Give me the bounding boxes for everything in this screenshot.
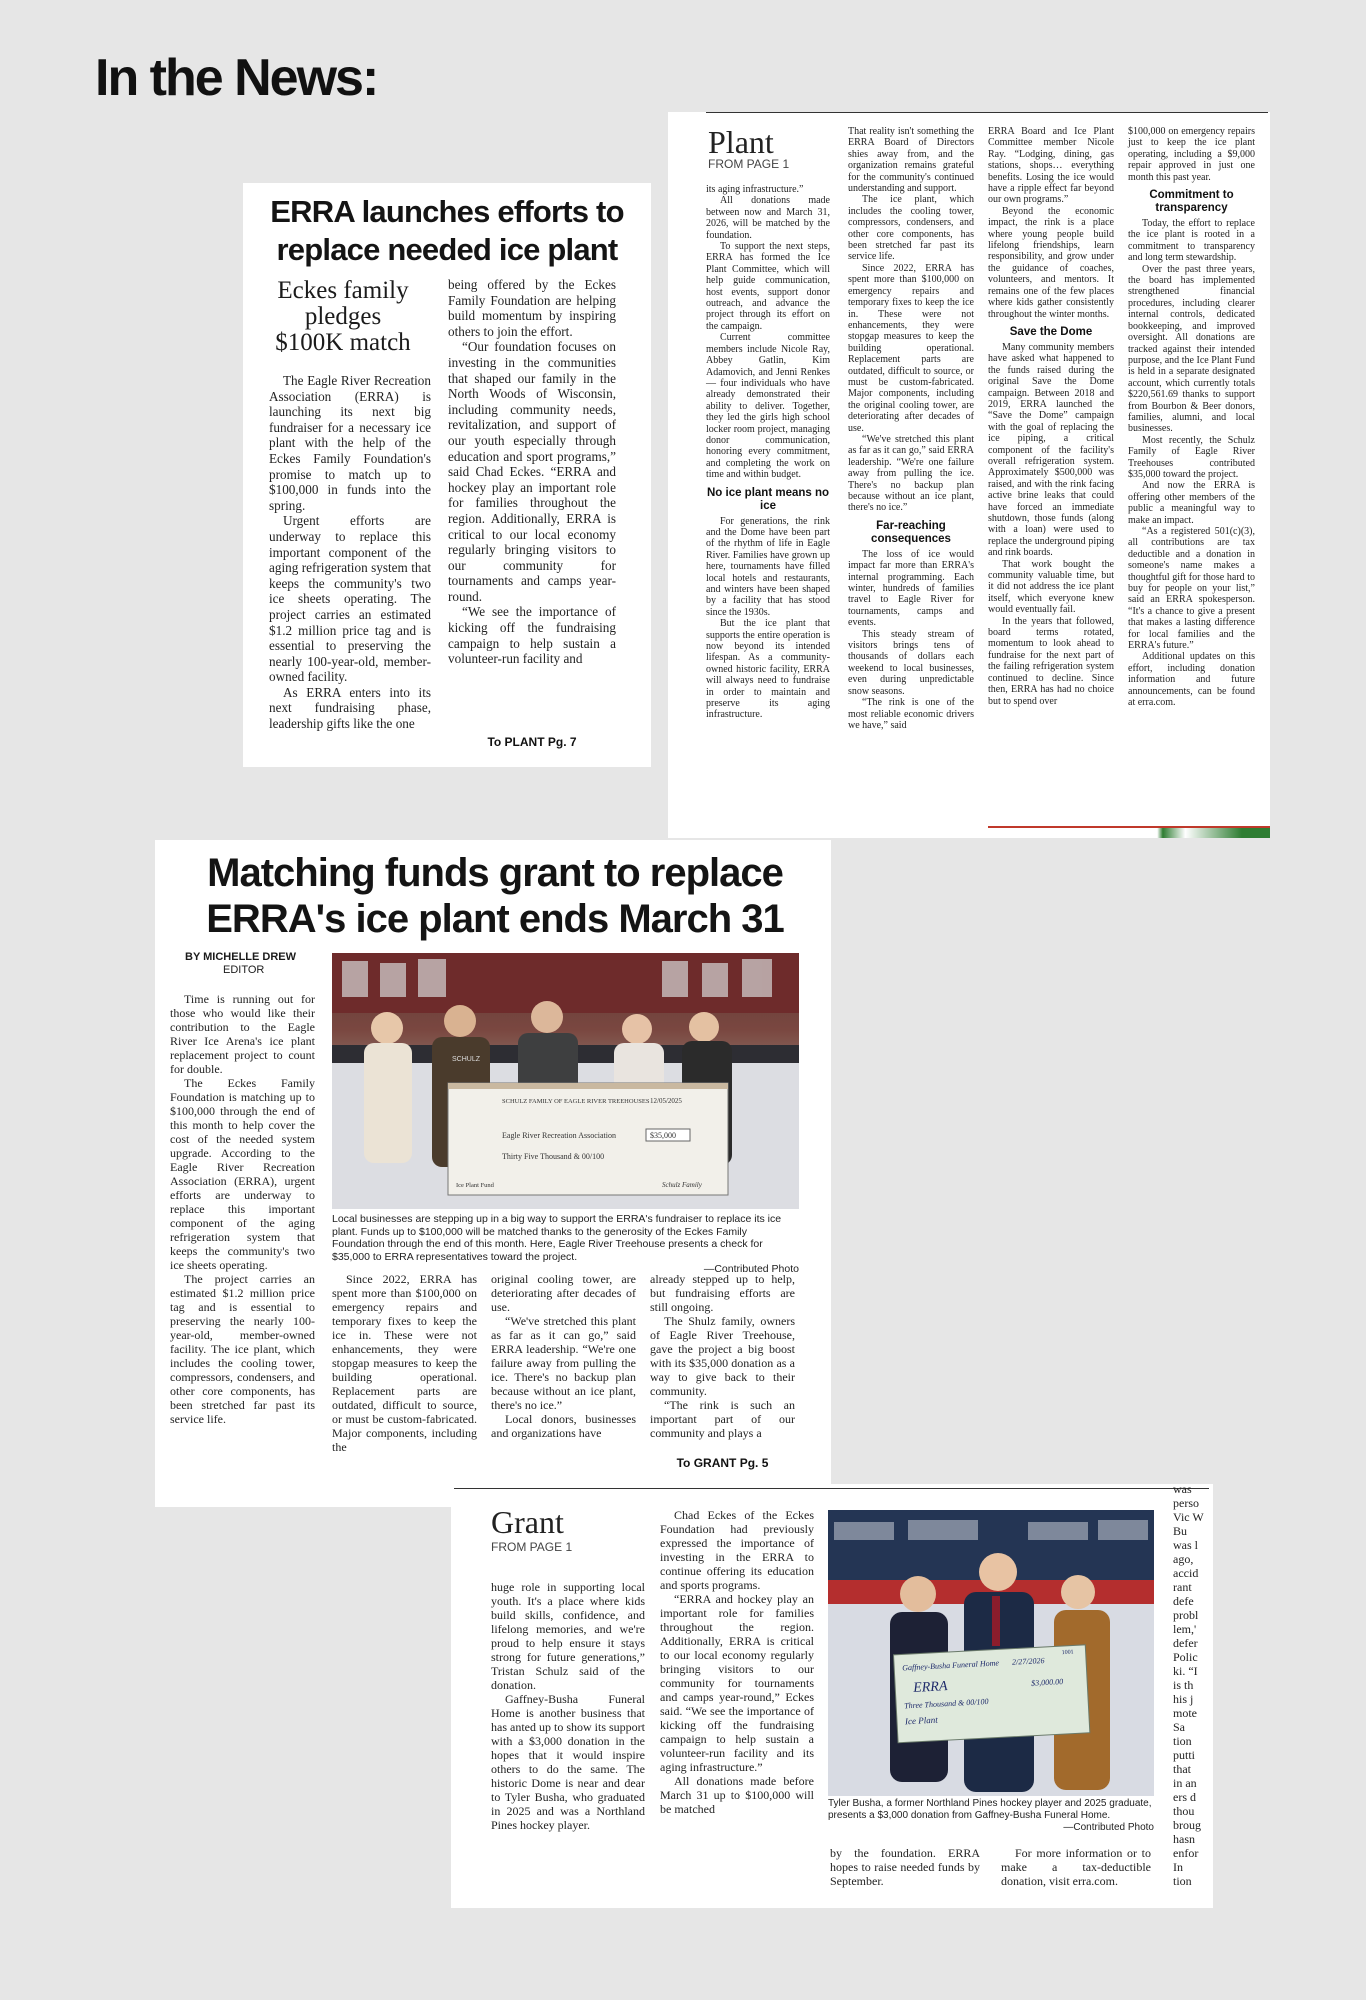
photo-scene: [332, 953, 799, 1209]
clip3-credit: —Contributed Photo: [703, 1263, 799, 1275]
clip4-caption: Tyler Busha, a former Northland Pines hockey player and 2025 graduate, presents a $3,000 donation from Gaffney-Busha Funeral Home. —Contributed Photo: [828, 1798, 1154, 1833]
jersey-text: SCHULZ: [452, 1056, 481, 1063]
clip4-title: Grant: [491, 1504, 564, 1540]
clip2-col4: $100,000 on emergency repairs just to keep the ice plant operating, including a $9,000 repair approved in just one month this past year. Commitment to transparency Today, the effort to replace the ice plant is rooted in a commitment to transparency and long term stewardship. Over the past three years, the board has implemented strengthened financial procedures, including clearer internal controls, dedicated bookkeeping, and improved oversight. All donations are tracked against their intended purpose, and the Ice Plant Fund is held in a separate designated account, which currently totals $220,561.69 thanks to support from Bourbon & Beer donors, families, alumni, and local businesses. Most recently, the Schulz Family of Eagle River Treehouses contributed $35,000 toward the project. And now the ERRA is offering other members of the public a meaningful way to make an impact. “As a registered 501(c)(3), all contributions are tax deductible and a donation in someone's name makes a thoughtful gift for those hard to buy for people on your list,” said an ERRA spokesperson. “It's a chance to give a present that makes a lasting difference for local families and the ERRA's future.” Additional updates on this effort, including donation information and future announcements, can be found at erra.com.: [1128, 126, 1255, 709]
clip4-from-page: FROM PAGE 1: [491, 1540, 573, 1554]
check2-words: Three Thousand & 00/100: [903, 1696, 989, 1711]
subhead-no-ice: No ice plant means no ice: [706, 486, 830, 512]
photo-busha-check: [828, 1510, 1154, 1796]
clip1-col1: The Eagle River Recreation Association (ERRA) is launching its next big fundraiser for a necessary ice plant with the help of the Eckes Family Foundation's promise to match up to $100,000 in funds into the spring. Urgent efforts are underway to replace this important component of the aging refrigeration system that keeps the community's two ice sheets operating. The project carries an estimated $1.2 million price tag and is essential to preserving the nearly 100-year-old, member-owned facility. As ERRA enters into its next fundraising phase, leadership gifts like the one: [269, 373, 431, 732]
photo-schulz-check: [332, 953, 799, 1209]
clip1-headline: ERRA launches efforts to replace needed ice plant: [270, 194, 624, 267]
clip1-subhead: Eckes family pledges $100K match: [275, 277, 411, 356]
top-rule: [706, 112, 1268, 113]
check2-number: 1001: [1061, 1649, 1074, 1657]
check2-payee: ERRA: [912, 1679, 948, 1696]
clip3-col2: Since 2022, ERRA has spent more than $100,000 on emergency repairs and temporary fixes to keep the ice in. These were not enhancements, they were stopgap measures to keep the building operational. Replacement parts are outdated, difficult to source, or must be custom-fabricated. Major components, including the: [332, 1272, 477, 1454]
clip2-from-page: FROM PAGE 1: [708, 157, 790, 171]
clip2-title: Plant: [708, 124, 774, 160]
clip3-headline: Matching funds grant to replace ERRA's ice plant ends March 31: [206, 851, 784, 941]
clip3-byline-role: EDITOR: [223, 964, 265, 976]
check2-memo: Ice Plant: [904, 1714, 938, 1727]
clip-erra-launches: [243, 183, 651, 767]
clip4-edge-column: was perso Vic W Bu was l ago, accid rant defe probl lem,' defer Polic ki. “I is th his j mote Sa tion putti that in an ers d thou broug hasn enfor In tion: [1173, 1484, 1204, 1888]
subhead-transparency: Commitment to transparency: [1149, 189, 1234, 215]
clip3-byline: BY MICHELLE DREW: [185, 951, 297, 963]
clip4-col1: huge role in supporting local youth. It's a place where kids build skills, confidence, and lifelong memories, and we're proud to help ensure it stays strong for future generations,” Tristan Schulz said of the donation. Gaffney-Busha Funeral Home is another business that has anted up to show its support with a $3,000 donation in the hopes that it would inspire others to do the same. The historic Dome is near and dear to Tyler Busha, who graduated in 2025 and was a Northland Pines hockey player.: [491, 1580, 645, 1832]
clip-plant-continued: [668, 112, 1270, 838]
subhead-far-reaching: Far-reaching consequences: [871, 519, 951, 545]
check1-amount: $35,000: [650, 1131, 676, 1140]
clip3-col4: already stepped up to help, but fundraising efforts are still ongoing. The Shulz family, owners of Eagle River Treehouse, gave the project a big boost with its $35,000 donation as a way to give back to their community. “The rink is such an important part of our community and plays a: [650, 1272, 795, 1440]
clip3-jump: To GRANT Pg. 5: [676, 1456, 769, 1470]
clip4-credit: —Contributed Photo: [1063, 1822, 1154, 1833]
clip2-col1: its aging infrastructure.” All donations made between now and March 31, 2026, will be matched by the foundation. To support the next steps, ERRA has formed the Ice Plant Committee, which will help guide communication, host events, support donor outreach, and advance the project through its effort on the campaign. Current committee members include Nicole Ray, Abbey Gatlin, Kim Adamovich, and Jenni Renkes — four individuals who have already demonstrated their ability to deliver. Together, they led the girls high school locker room project, managing donor communication, honoring every commitment, and completing the work on time and within budget. No ice plant means no ice For generations, the rink and the Dome have been part of the rhythm of life in Eagle River. Families have grown up here, tournaments have filled local hotels and restaurants, and winters have been shaped by a facility that has stood since the 1930s. But the ice plant that supports the entire operation is now beyond its intended lifespan. As a community-owned historic facility, ERRA will always need to fundraise in order to maintain and preserve its aging infrastructure.: [706, 184, 830, 721]
check1-words: Thirty Five Thousand & 00/100: [502, 1152, 605, 1161]
clip2-col3: ERRA Board and Ice Plant Committee member Nicole Ray. “Lodging, dining, gas stations, shops… everything benefits. Losing the ice would have a ripple effect far beyond our own programs.” Beyond the economic impact, the rink is a place where young people build lifelong friendships, learn responsibility, and grow under the guidance of coaches, volunteers, and mentors. It remains one of the few places where kids gather consistently throughout the winter months. Save the Dome Many community members have asked what happened to the funds raised during the original Save the Dome campaign. Between 2018 and 2019, ERRA launched the “Save the Dome” campaign with the goal of replacing the ice piping, a critical component of the facility's overall refrigeration system. Approximately $500,000 was raised, and with the rink facing active brine leaks that could have forced an immediate shutdown, those funds (along with a loan) were used to replace the underground piping and rink boards. That work bought the community valuable time, but it did not address the ice plant itself, which everyone knew would eventually fail. In the years that followed, board terms rotated, momentum to look ahead to fundraise for the next part of the failing refrigeration system continued to decline. Since then, ERRA has had no choice but to spend over: [988, 126, 1114, 707]
clip1-col2: being offered by the Eckes Family Foundation are helping build momentum by inspiring others to join the effort. “Our foundation focuses on investing in the communities that shaped our family in the North Woods of Wisconsin, including community needs, revitalization, and support of our youth especially through education and sport programs,” said Chad Eckes. “ERRA and hockey play an important role for families throughout the region. Additionally, ERRA is critical to our local economy regularly bringing visitors to our community for tournaments and camps year-round. “We see the importance of kicking off the fundraising campaign to help sustain a volunteer-run facility and: [448, 277, 616, 667]
clip1-jump: To PLANT Pg. 7: [487, 735, 577, 749]
clip2-col2: That reality isn't something the ERRA Board of Directors shies away from, and the organization remains grateful for the community's continued understanding and support. The ice plant, which includes the cooling tower, compressors, condensers, and other core components, has been stretched far past its service life. Since 2022, ERRA has spent more than $100,000 on emergency repairs and temporary fixes to keep the ice in. These were not enhancements, they were stopgap measures to keep the building operational. Replacement parts are outdated, difficult to source, or must be custom-fabricated. Major components, including the original cooling tower, are deteriorating after decades of use. “We've stretched this plant as far as it can go,” said ERRA leadership. “We're one failure away from pulling the ice. There's no backup plan because without an ice plant, there's no ice.” Far-reaching consequences The loss of ice would impact far more than ERRA's internal programming. Each winter, hundreds of families travel to Eagle River for tournaments, camps and events. This steady stream of visitors brings tens of thousands of dollars each weekend to local businesses, even during unpredictable snow seasons. “The rink is one of the most reliable economic drivers we have,” said: [848, 126, 974, 731]
clip-matching-funds: [155, 840, 831, 1507]
check2-payer: Gaffney-Busha Funeral Home: [901, 1658, 1000, 1673]
top-rule: [454, 1488, 1209, 1489]
clip3-col3: original cooling tower, are deteriorating after decades of use. “We've stretched this plant as far as it can go,” said ERRA leadership. “We're one failure away from pulling the ice. There's no backup plan because without an ice plant, there's no ice.” Local donors, businesses and organizations have: [491, 1272, 636, 1440]
clip3-col1: Time is running out for those who would like their contribution to the Eagle River Ice Arena's ice plant replacement project to count for double. The Eckes Family Foundation is matching up to $100,000 through the end of this month to help cover the cost of the needed system upgrade. According to the Eagle River Recreation Association (ERRA), urgent efforts are underway to replace this important component of the aging refrigeration system that keeps the community's two ice sheets operating. The project carries an estimated $1.2 million price tag and is essential to preserving the nearly 100-year-old, member-owned facility. The ice plant, which includes the cooling tower, compressors, condensers, and other core components, has been stretched far past its service life.: [170, 992, 315, 1426]
clip4-col3: by the foundation. ERRA hopes to raise needed funds by September.: [830, 1846, 980, 1888]
clip3-caption: Local businesses are stepping up in a big way to support the ERRA's fundraiser to replace its ice plant. Funds up to $100,000 will be matched thanks to the generosity of the Eckes Family Foundation through the end of this month. Here, Eagle River Treehouse presents a check for $35,000 to ERRA representatives toward the project. —Contributed Photo: [332, 1213, 799, 1275]
clip4-col4: For more information or to make a tax-deductible donation, visit erra.com.: [1001, 1846, 1151, 1888]
ad-fragment: [988, 826, 1270, 838]
check1-date: 12/05/2025: [650, 1097, 682, 1105]
check2-amount: $3,000.00: [1030, 1677, 1064, 1688]
check2-date: 2/27/2026: [1011, 1655, 1045, 1667]
page-heading: In the News:: [95, 49, 378, 107]
subhead-save-dome: Save the Dome: [1009, 325, 1093, 338]
check1-memo: Ice Plant Fund: [456, 1182, 494, 1189]
check1-payee: Eagle River Recreation Association: [502, 1131, 616, 1140]
photo-scene: [828, 1510, 1154, 1796]
clip-grant-continued: [451, 1484, 1213, 1908]
check1-signature: Schulz Family: [662, 1181, 702, 1189]
clip4-col2: Chad Eckes of the Eckes Foundation had previously expressed the importance of investing in the ERRA to continue offering its education and sports programs. “ERRA and hockey play an important role for families throughout the region. Additionally, ERRA is critical to our local economy regularly bringing visitors to our community for tournaments and camps year-round,” Eckes said. “We see the importance of kicking off the fundraising campaign to help sustain a volunteer-run facility and its aging infrastructure.” All donations made before March 31 up to $100,000 will be matched: [660, 1508, 814, 1816]
check1-payer: SCHULZ FAMILY OF EAGLE RIVER TREEHOUSES: [502, 1098, 650, 1105]
